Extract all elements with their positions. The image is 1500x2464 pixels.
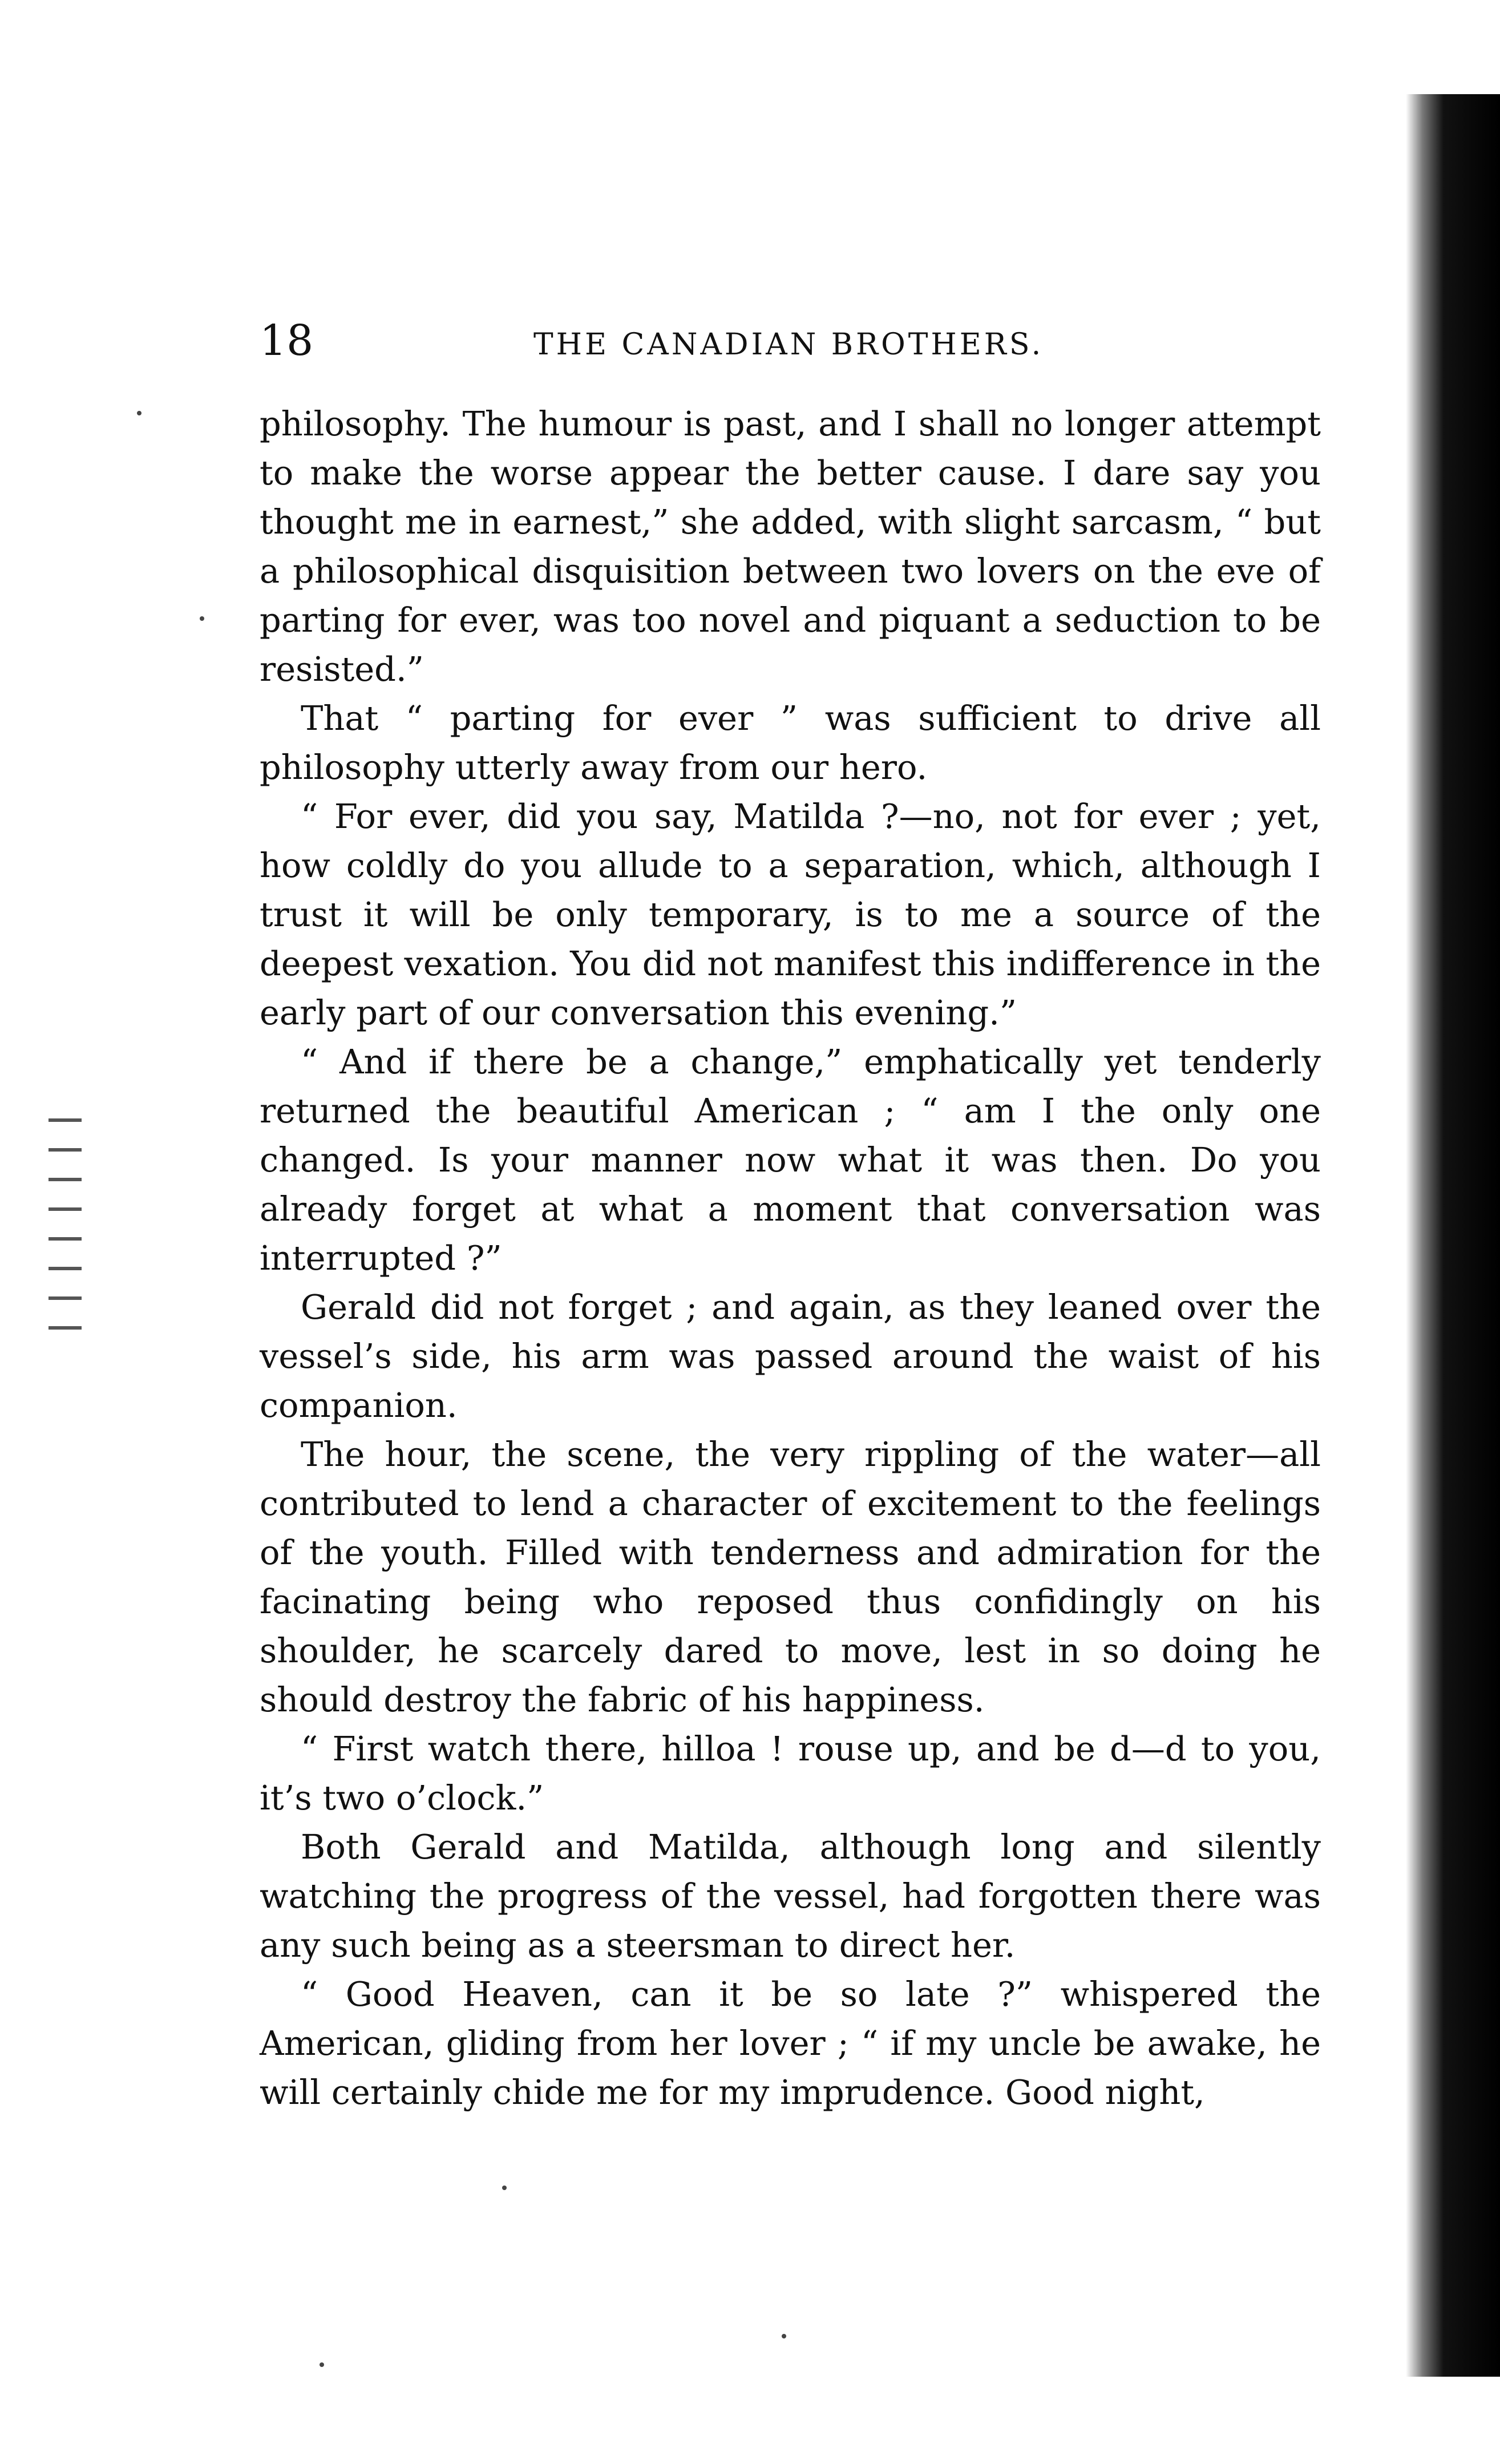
margin-mark [48,1148,82,1152]
paragraph: “ For ever, did you say, Matilda ?—no, not for ever ; yet, how coldly do you allude to a separation, which, although I trust it will be only temporary, is to me a source of the deepest vexation. You did not manifest this indifference in the early part of our conversation this evening.” [260,797,1321,1032]
print-speck [502,2186,507,2190]
print-speck [782,2334,786,2338]
print-speck [137,411,141,415]
margin-mark [48,1118,82,1122]
margin-mark [48,1237,82,1241]
margin-marks [48,1118,88,1356]
margin-mark [48,1267,82,1270]
margin-mark [48,1296,82,1300]
paragraph: Both Gerald and Matilda, although long and silently watching the progress of the vessel, had forgotten there was any such being as a steersman to direct her. [260,1827,1321,1965]
page-edge-shadow [1406,94,1500,2377]
paragraph: The hour, the scene, the very rippling of the water—all contributed to lend a character of excitement to the feelings of the youth. Filled with tenderness and admiration for the facinating being who reposed thus confidingly on his shoulder, he scarcely dared to move, lest in so doing he should destroy the fabric of his happiness. [260,1435,1321,1719]
paragraph: That “ parting for ever ” was sufficient to drive all philosophy utterly away from our hero. [260,698,1321,787]
paragraph: philosophy. The humour is past, and I shall no longer attempt to make the worse appear the better cause. I dare say you thought me in earnest,” she added, with slight sarcasm, “ but a philosophical disquisition between two lovers on the eve of parting for ever, was too novel and piquant a seduction to be resisted.” [260,404,1321,689]
paragraph: “ First watch there, hilloa ! rouse up, and be d—d to you, it’s two o’clock.” [260,1729,1321,1817]
running-head: THE CANADIAN BROTHERS. [533,328,1044,362]
page-number: 18 [260,316,314,365]
page-header [260,316,1321,388]
print-speck [320,2362,324,2367]
margin-mark [48,1326,82,1330]
print-speck [200,616,204,621]
paragraph: Gerald did not forget ; and again, as they leaned over the vessel’s side, his arm was passed around the waist of his companion. [260,1287,1321,1425]
page-body [260,399,1321,2117]
paragraph: “ Good Heaven, can it be so late ?” whispered the American, gliding from her lover ; “ if my uncle be awake, he will certainly chide me for my imprudence. Good night, [260,1974,1321,2112]
paragraph: “ And if there be a change,” emphatically yet tenderly returned the beautiful American ; “ am I the only one changed. Is your manner now what it was then. Do you already forget at what a moment that conversation was interrupted ?” [260,1042,1321,1278]
margin-mark [48,1178,82,1181]
margin-mark [48,1207,82,1211]
